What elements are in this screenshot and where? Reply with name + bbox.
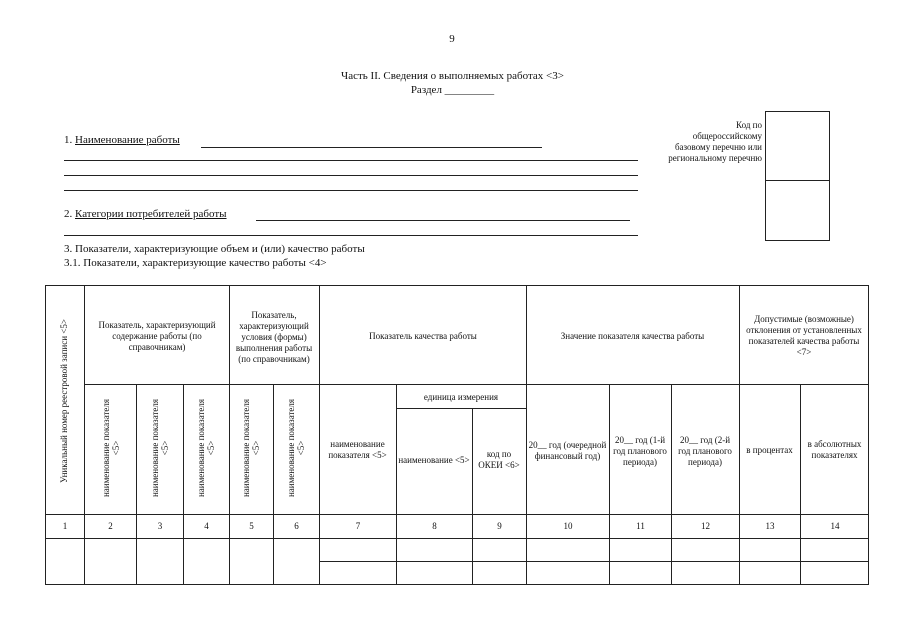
part-title: Часть II. Сведения о выполняемых работах <3> <box>341 70 564 82</box>
field-consumers <box>64 208 227 221</box>
field-work-name <box>64 134 180 147</box>
col-number-3: 3 <box>157 520 163 531</box>
field-work-name-label: Наименование работы <box>75 134 180 146</box>
header-unit: единица измерения <box>423 391 499 402</box>
col-number-13: 13 <box>765 520 775 531</box>
col-number-5: 5 <box>249 520 254 531</box>
col-number-1: 1 <box>62 520 68 531</box>
code-box[interactable] <box>765 111 830 241</box>
header-quality-value: Значение показателя качества работы <box>560 330 705 341</box>
table-header-divider <box>84 384 869 385</box>
subheader-col-7: наименование показателя <5> <box>328 439 387 460</box>
col-number-9: 9 <box>497 520 502 531</box>
subheader-col-5: наименование показателя <5> <box>241 398 261 498</box>
code-box-divider <box>766 180 829 181</box>
header-quality-indicator: Показатель качества работы <box>369 330 477 341</box>
header-conditions-indicator: Показатель, характеризующий условия (формы) выполнения работы (по справочникам) <box>235 309 313 364</box>
col-number-14: 14 <box>830 520 840 531</box>
header-content-indicator: Показатель, характеризующий содержание работы (по справочникам) <box>98 319 216 352</box>
subheader-col-4: наименование показателя <5> <box>196 398 216 498</box>
col-number-2: 2 <box>108 520 113 531</box>
field-work-name-line-4[interactable] <box>64 190 638 191</box>
code-box-label: Код по общероссийскому базовому перечню или региональному перечню <box>668 120 762 163</box>
header-unique-number: Уникальный номер реестровой записи <5> <box>59 319 69 483</box>
field-consumers-line-2[interactable] <box>64 235 638 236</box>
col-number-7: 7 <box>355 520 361 531</box>
header-deviation: Допустимые (возможные) отклонения от установленных показателей качества работы <7> <box>746 314 862 357</box>
field-work-name-line-3[interactable] <box>64 175 638 176</box>
col-number-10: 10 <box>563 520 573 531</box>
section-3-title: 3. Показатели, характеризующие объем и (или) качество работы <box>64 243 365 255</box>
table-data-area[interactable] <box>46 540 868 584</box>
subheader-col-13: в процентах <box>746 444 793 455</box>
col-number-4: 4 <box>204 520 209 531</box>
col-number-12: 12 <box>701 520 710 531</box>
field-consumers-number: 2. <box>64 208 75 220</box>
subheader-col-2: наименование показателя <5> <box>101 398 121 498</box>
subheader-col-6: наименование показателя <5> <box>286 398 306 498</box>
page-number: 9 <box>449 33 455 45</box>
field-consumers-line[interactable] <box>256 220 630 221</box>
subheader-col-11: 20__ год (1-й год планового периода) <box>613 434 667 467</box>
section-title: Раздел _________ <box>410 84 495 96</box>
subheader-col-3: наименование показателя <5> <box>150 398 170 498</box>
subheader-col-10: 20__ год (очередной финансовый год) <box>528 440 607 461</box>
col-number-11: 11 <box>636 520 645 531</box>
subheader-col-9: код по ОКЕИ <6> <box>478 449 520 470</box>
field-work-name-line-2[interactable] <box>64 160 638 161</box>
field-work-name-line[interactable] <box>201 147 542 148</box>
col-number-8: 8 <box>432 520 437 531</box>
subheader-col-14: в абсолютных показателях <box>807 439 862 460</box>
subheader-col-8: наименование <5> <box>398 454 470 465</box>
field-work-name-number: 1. <box>64 134 75 146</box>
table-subheader-divider <box>45 514 869 515</box>
table-unit-divider <box>396 408 526 409</box>
field-consumers-label: Категории потребителей работы <box>75 208 227 220</box>
col-number-6: 6 <box>294 520 299 531</box>
table-numbers-divider <box>45 538 869 539</box>
section-3-1-title: 3.1. Показатели, характеризующие качество работы <4> <box>64 257 327 269</box>
subheader-col-12: 20__ год (2-й год планового периода) <box>678 434 732 467</box>
